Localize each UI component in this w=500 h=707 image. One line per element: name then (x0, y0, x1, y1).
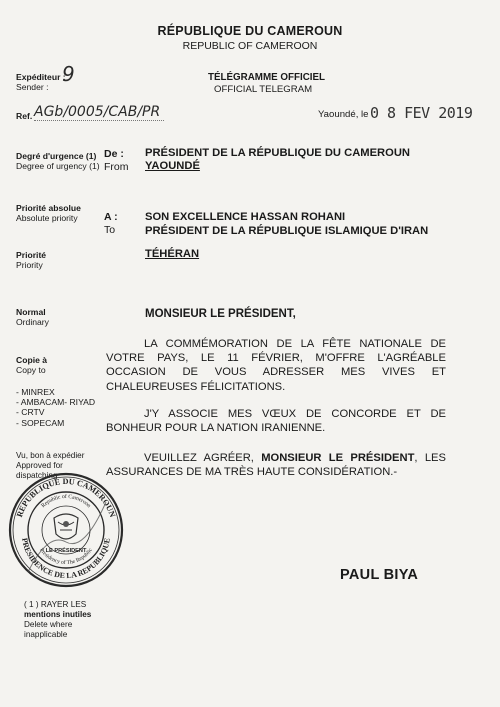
dispatch-label: Vu, bon à expédier Approved for dispatching (16, 451, 85, 480)
priority-label: Priorité Priority (16, 250, 47, 271)
to-line-2: PRÉSIDENT DE LA RÉPUBLIQUE ISLAMIQUE D'IRAN (145, 225, 429, 237)
paragraph-2: J'Y ASSOCIE MES VŒUX DE CONCORDE ET DE BONHEUR POUR LA NATION IRANIENNE. (106, 408, 446, 435)
copy-item: - MINREX (16, 387, 55, 397)
from-line-2: YAOUNDÉ (145, 160, 200, 172)
presidential-seal (8, 472, 124, 588)
from-labels: De : From (104, 148, 129, 173)
copy-item: - AMBACAM- RIYAD (16, 397, 96, 408)
telegram-title-en: OFFICIAL TELEGRAM (214, 84, 313, 95)
country-title-en: REPUBLIC OF CAMEROON (182, 40, 318, 52)
footer-note: ( 1 ) RAYER LES mentions inutiles Delete where inapplicable (24, 600, 92, 639)
to-city: TÉHÉRAN (145, 248, 200, 260)
ref-value: AGb/0005/CAB/PR (34, 104, 164, 121)
copy-to-label: Copie à Copy to (16, 355, 48, 376)
absolute-priority-label: Priorité absolue Absolute priority (16, 203, 81, 224)
to-line-1: SON EXCELLENCE HASSAN ROHANI (145, 211, 346, 223)
salutation: MONSIEUR LE PRÉSIDENT, (145, 308, 296, 320)
paragraph-1: LA COMMÉMORATION DE LA FÊTE NATIONALE DE VOTRE PAYS, LE 11 FÉVRIER, M'OFFRE L'AGRÉABLE OCCASION DE VOUS ADRESSER MES VIVES ET CHALEUREUSES FÉLICITATIONS. (106, 338, 446, 393)
signatory-name: PAUL BIYA (340, 567, 419, 583)
ref-label: Ref. (16, 111, 33, 121)
copy-list (16, 387, 95, 428)
to-labels: A : To (104, 211, 118, 236)
copy-item: - CRTV (16, 407, 45, 418)
sender-label: Expéditeur : Sender : (16, 72, 66, 93)
copy-item: - SOPECAM (16, 417, 65, 428)
from-line-1: PRÉSIDENT DE LA RÉPUBLIQUE DU CAMEROUN (145, 147, 410, 159)
sender-value: 9 (62, 62, 75, 86)
date-stamp: 0 8 FEV 2019 (370, 104, 473, 122)
to-block (145, 210, 428, 238)
svg-text:Republic of Cameroon: Republic of Cameroon (40, 493, 92, 510)
svg-text:PRESIDENCE DE LA REPUBLIQUE: PRESIDENCE DE LA REPUBLIQUE (20, 537, 112, 581)
paragraph-3: VEUILLEZ AGRÉER, MONSIEUR LE PRÉSIDENT, LES ASSURANCES DE MA TRÈS HAUTE CONSIDÉRATION.- (106, 452, 446, 479)
country-title-fr: RÉPUBLIQUE DU CAMEROUN (157, 24, 343, 38)
telegram-title-fr: TÉLÉGRAMME OFFICIEL (208, 72, 326, 83)
urgency-label: Degré d'urgence (1) Degree of urgency (1) (16, 151, 100, 172)
from-block (145, 147, 410, 173)
svg-text:REPUBLIQUE DU CAMEROUN: REPUBLIQUE DU CAMEROUN (14, 476, 118, 519)
date-prefix: Yaoundé, le (318, 109, 369, 120)
svg-text:Presidency of The Republic: Presidency of The Republic (38, 547, 94, 567)
svg-text:LE PRÉSIDENT: LE PRÉSIDENT (45, 548, 87, 554)
normal-label: Normal Ordinary (16, 307, 49, 328)
